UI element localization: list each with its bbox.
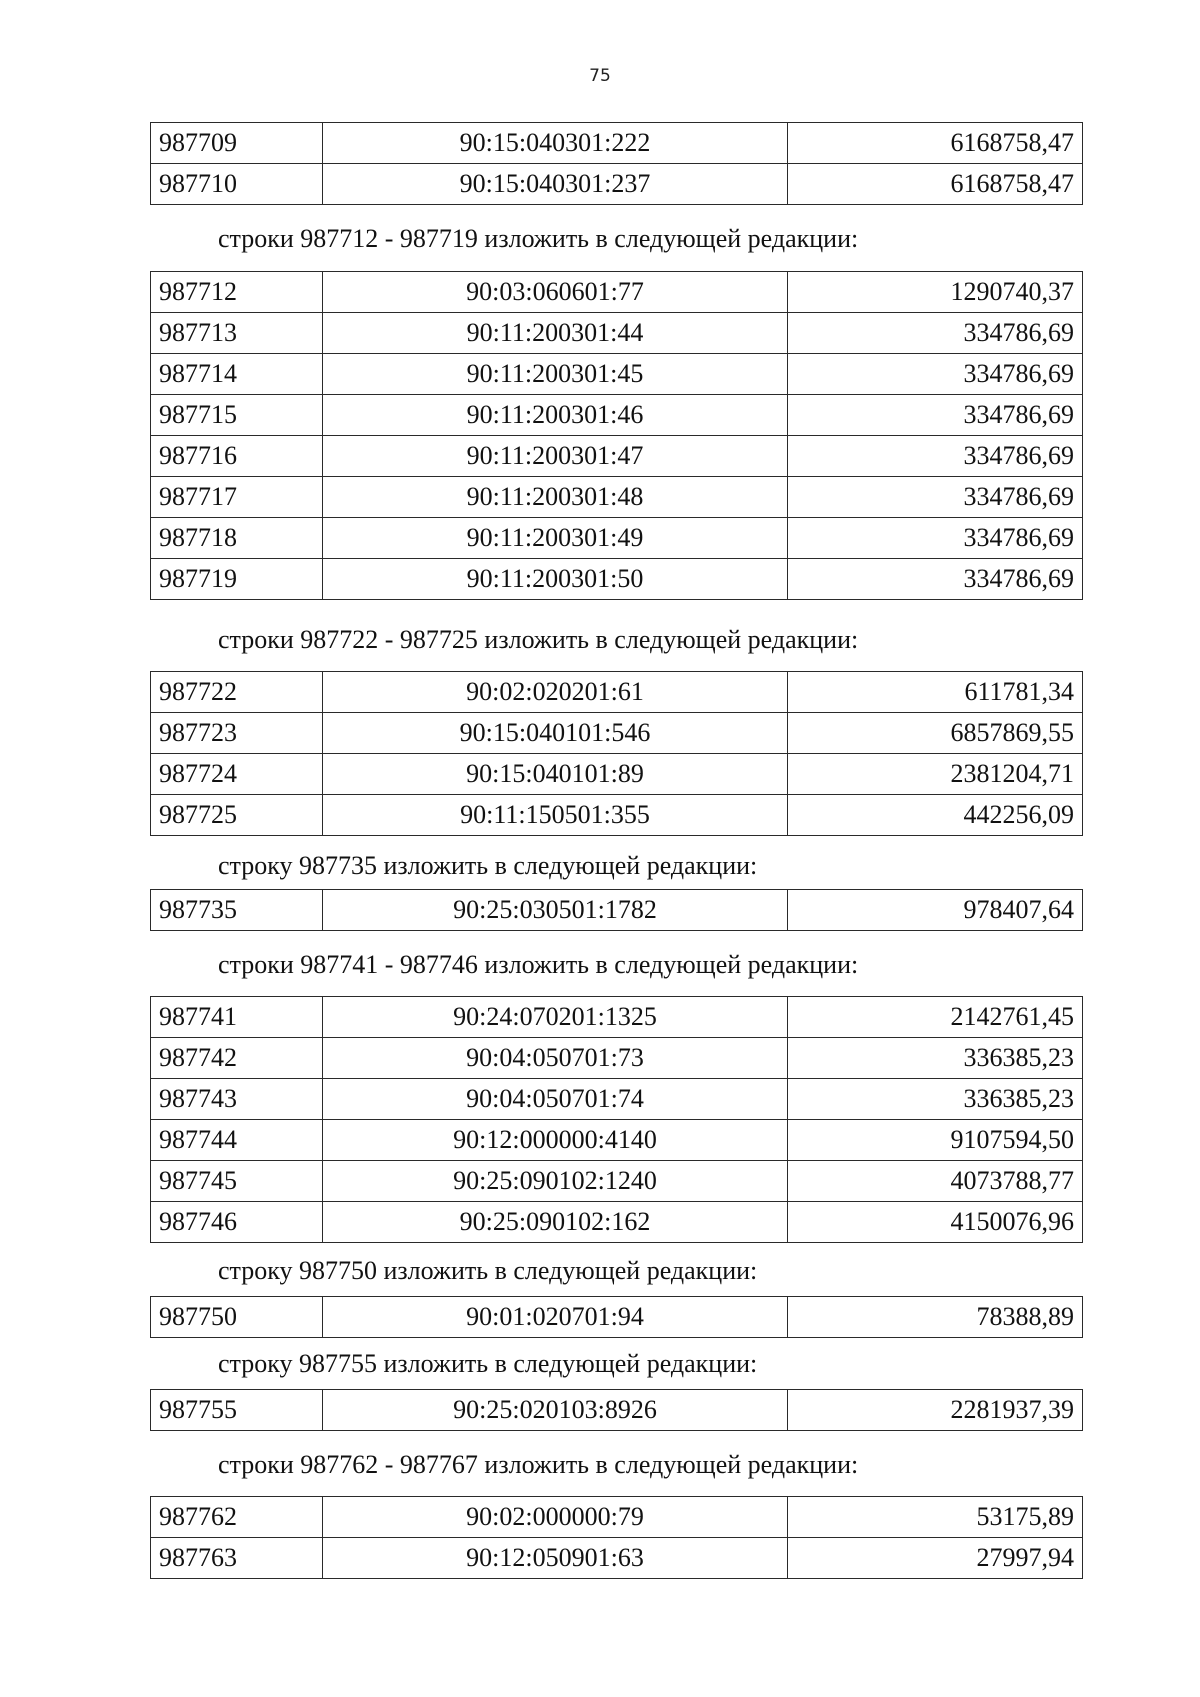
cadastral-number-cell: 90:02:020201:61 (323, 672, 788, 713)
cadastral-number-cell: 90:11:200301:47 (323, 436, 788, 477)
value-cell: 334786,69 (788, 313, 1083, 354)
cadastral-number-cell: 90:04:050701:73 (323, 1038, 788, 1079)
value-cell: 334786,69 (788, 559, 1083, 600)
cadastral-number-cell: 90:11:200301:46 (323, 395, 788, 436)
row-id-cell: 987712 (151, 272, 323, 313)
value-cell: 6857869,55 (788, 713, 1083, 754)
table-row (151, 1120, 1083, 1161)
section-caption: строки 987762 - 987767 изложить в следующей редакции: (218, 1450, 859, 1479)
cadastral-number-cell: 90:11:200301:49 (323, 518, 788, 559)
value-cell: 78388,89 (788, 1297, 1083, 1338)
table-row (151, 1038, 1083, 1079)
page-number: 75 (589, 66, 611, 86)
cadastral-number-cell: 90:12:000000:4140 (323, 1120, 788, 1161)
table-row (151, 164, 1083, 205)
row-id-cell: 987715 (151, 395, 323, 436)
cadastral-number-cell: 90:25:030501:1782 (323, 890, 788, 931)
row-id-cell: 987709 (151, 123, 323, 164)
value-cell: 53175,89 (788, 1497, 1083, 1538)
section-caption: строки 987741 - 987746 изложить в следующей редакции: (218, 950, 859, 979)
row-id-cell: 987716 (151, 436, 323, 477)
value-cell: 611781,34 (788, 672, 1083, 713)
section-caption: строку 987750 изложить в следующей редакции: (218, 1256, 758, 1285)
cadastral-number-cell: 90:01:020701:94 (323, 1297, 788, 1338)
cadastral-number-cell: 90:15:040301:222 (323, 123, 788, 164)
table-row (151, 395, 1083, 436)
table-row (151, 795, 1083, 836)
row-id-cell: 987719 (151, 559, 323, 600)
data-table (150, 122, 1083, 205)
table-row (151, 672, 1083, 713)
data-table (150, 1389, 1083, 1431)
row-id-cell: 987717 (151, 477, 323, 518)
value-cell: 6168758,47 (788, 164, 1083, 205)
value-cell: 2381204,71 (788, 754, 1083, 795)
table-row (151, 1202, 1083, 1243)
row-id-cell: 987741 (151, 997, 323, 1038)
cadastral-number-cell: 90:15:040101:546 (323, 713, 788, 754)
value-cell: 9107594,50 (788, 1120, 1083, 1161)
cadastral-number-cell: 90:25:090102:1240 (323, 1161, 788, 1202)
table-row (151, 1161, 1083, 1202)
table-row (151, 354, 1083, 395)
data-table (150, 996, 1083, 1243)
table-row (151, 313, 1083, 354)
value-cell: 336385,23 (788, 1079, 1083, 1120)
cadastral-number-cell: 90:03:060601:77 (323, 272, 788, 313)
row-id-cell: 987762 (151, 1497, 323, 1538)
row-id-cell: 987755 (151, 1390, 323, 1431)
row-id-cell: 987725 (151, 795, 323, 836)
data-table (150, 889, 1083, 931)
value-cell: 334786,69 (788, 436, 1083, 477)
value-cell: 4073788,77 (788, 1161, 1083, 1202)
table-row (151, 890, 1083, 931)
table-row (151, 436, 1083, 477)
data-table (150, 1496, 1083, 1579)
row-id-cell: 987746 (151, 1202, 323, 1243)
row-id-cell: 987743 (151, 1079, 323, 1120)
table-row (151, 754, 1083, 795)
section-caption: строку 987755 изложить в следующей редакции: (218, 1349, 758, 1378)
row-id-cell: 987763 (151, 1538, 323, 1579)
section-caption: строки 987712 - 987719 изложить в следующей редакции: (218, 224, 859, 253)
table-row (151, 1079, 1083, 1120)
cadastral-number-cell: 90:25:020103:8926 (323, 1390, 788, 1431)
table-row (151, 1390, 1083, 1431)
section-caption: строку 987735 изложить в следующей редакции: (218, 851, 758, 880)
row-id-cell: 987742 (151, 1038, 323, 1079)
cadastral-number-cell: 90:11:200301:50 (323, 559, 788, 600)
row-id-cell: 987723 (151, 713, 323, 754)
row-id-cell: 987722 (151, 672, 323, 713)
cadastral-number-cell: 90:11:200301:44 (323, 313, 788, 354)
data-table (150, 671, 1083, 836)
value-cell: 334786,69 (788, 518, 1083, 559)
value-cell: 336385,23 (788, 1038, 1083, 1079)
data-table (150, 271, 1083, 600)
row-id-cell: 987710 (151, 164, 323, 205)
value-cell: 2281937,39 (788, 1390, 1083, 1431)
table-row (151, 123, 1083, 164)
cadastral-number-cell: 90:11:200301:48 (323, 477, 788, 518)
value-cell: 334786,69 (788, 354, 1083, 395)
value-cell: 442256,09 (788, 795, 1083, 836)
table-row (151, 272, 1083, 313)
value-cell: 6168758,47 (788, 123, 1083, 164)
table-row (151, 1297, 1083, 1338)
table-row (151, 997, 1083, 1038)
section-caption: строки 987722 - 987725 изложить в следующей редакции: (218, 625, 859, 654)
value-cell: 27997,94 (788, 1538, 1083, 1579)
row-id-cell: 987735 (151, 890, 323, 931)
cadastral-number-cell: 90:25:090102:162 (323, 1202, 788, 1243)
cadastral-number-cell: 90:11:200301:45 (323, 354, 788, 395)
cadastral-number-cell: 90:04:050701:74 (323, 1079, 788, 1120)
table-row (151, 559, 1083, 600)
cadastral-number-cell: 90:24:070201:1325 (323, 997, 788, 1038)
row-id-cell: 987713 (151, 313, 323, 354)
cadastral-number-cell: 90:15:040301:237 (323, 164, 788, 205)
table-row (151, 1497, 1083, 1538)
data-table (150, 1296, 1083, 1338)
value-cell: 334786,69 (788, 477, 1083, 518)
value-cell: 334786,69 (788, 395, 1083, 436)
row-id-cell: 987718 (151, 518, 323, 559)
row-id-cell: 987745 (151, 1161, 323, 1202)
cadastral-number-cell: 90:11:150501:355 (323, 795, 788, 836)
table-row (151, 477, 1083, 518)
table-row (151, 518, 1083, 559)
value-cell: 2142761,45 (788, 997, 1083, 1038)
table-row (151, 713, 1083, 754)
cadastral-number-cell: 90:02:000000:79 (323, 1497, 788, 1538)
cadastral-number-cell: 90:15:040101:89 (323, 754, 788, 795)
cadastral-number-cell: 90:12:050901:63 (323, 1538, 788, 1579)
value-cell: 1290740,37 (788, 272, 1083, 313)
row-id-cell: 987744 (151, 1120, 323, 1161)
value-cell: 978407,64 (788, 890, 1083, 931)
row-id-cell: 987714 (151, 354, 323, 395)
value-cell: 4150076,96 (788, 1202, 1083, 1243)
table-row (151, 1538, 1083, 1579)
row-id-cell: 987750 (151, 1297, 323, 1338)
row-id-cell: 987724 (151, 754, 323, 795)
